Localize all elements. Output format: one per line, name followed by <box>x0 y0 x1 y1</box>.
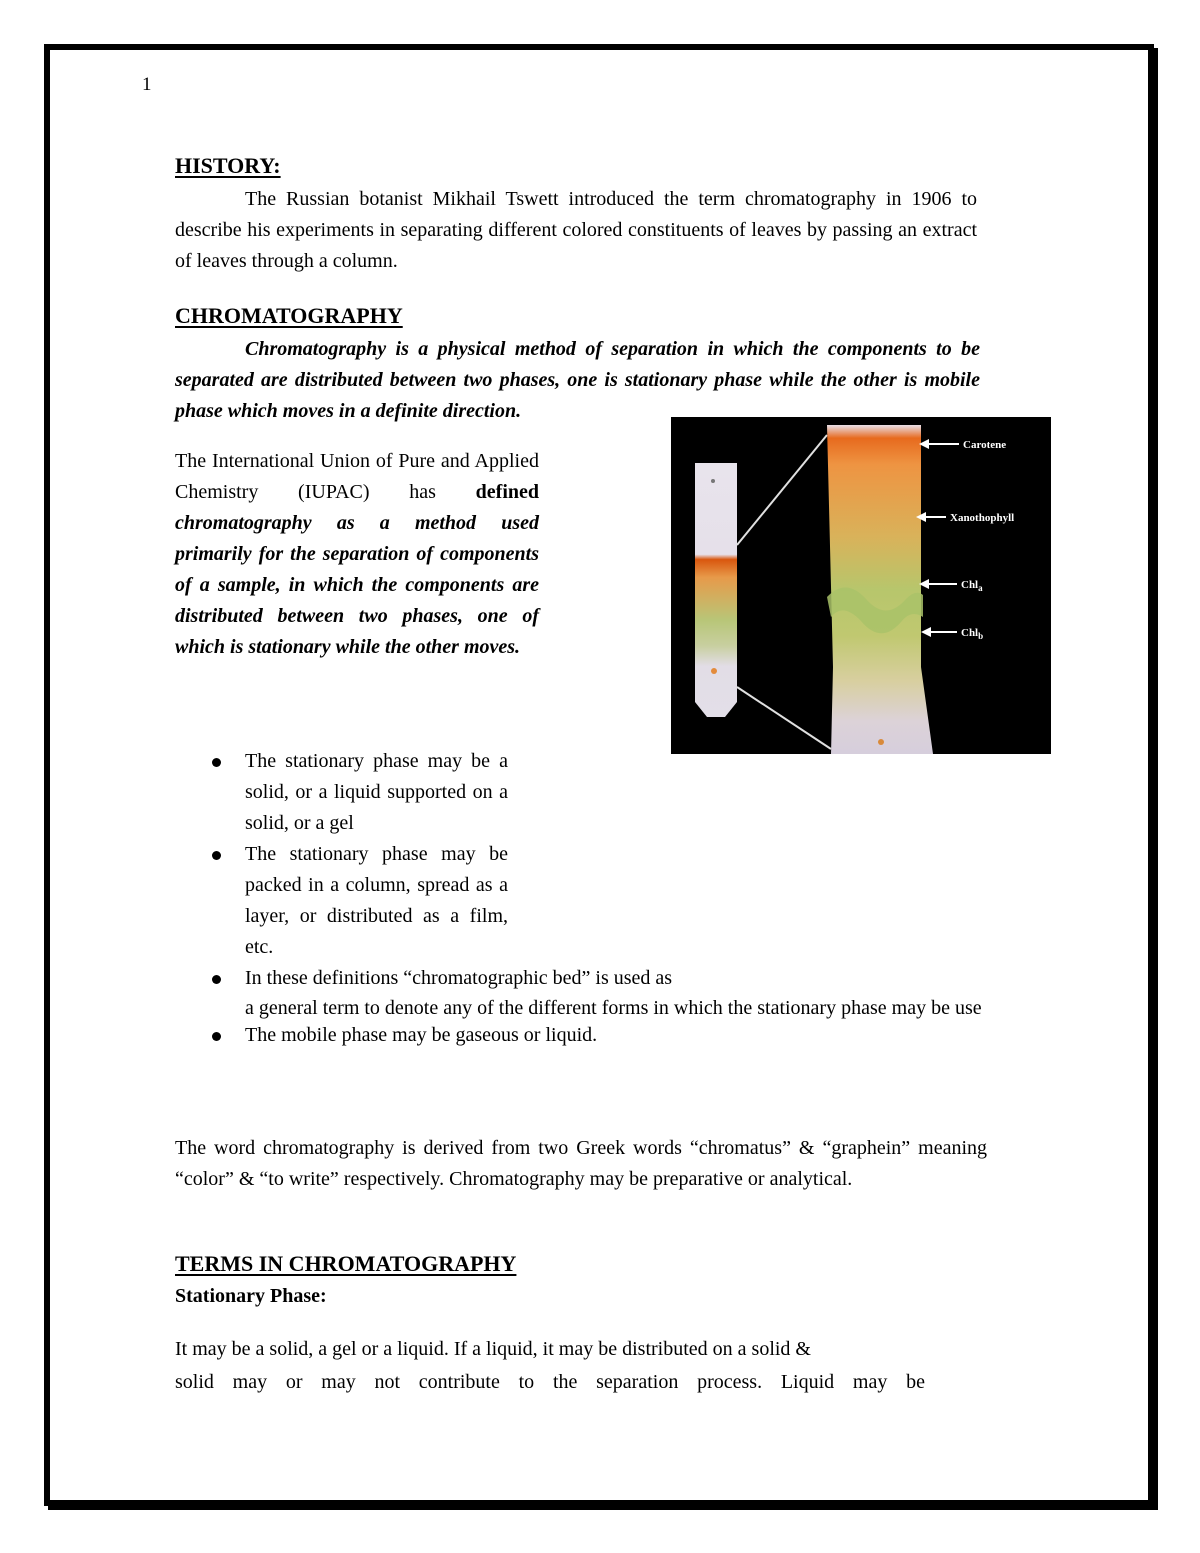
iupac-bold-text: defined <box>475 481 540 503</box>
chromatography-definition: Chromatography is a physical method of separation in which the components to be separated are distributed between two phases, one is stationary phase while the other is mobile phase which moves in a definite direction. <box>175 338 980 422</box>
iupac-definition <box>175 446 539 663</box>
iupac-plain-text: The International Union of Pure and Applied Chemistry (IUPAC) has <box>175 450 539 503</box>
large-strip-spot <box>878 739 884 745</box>
label-xanthophyll: Xanothophyll <box>950 512 1015 524</box>
strip-spot <box>711 668 717 674</box>
small-strip <box>695 463 737 717</box>
stationary-phase-line-1: It may be a solid, a gel or a liquid. If a liquid, it may be distributed on a solid & <box>175 1338 811 1360</box>
list-item: The stationary phase may be a solid, or a liquid supported on a solid, or a gel <box>175 746 508 839</box>
list-item: The stationary phase may be packed in a column, spread as a layer, or distributed as a film, etc. <box>175 839 508 963</box>
chromatography-heading: CHROMATOGRAPHY <box>175 303 403 328</box>
page-number: 1 <box>142 74 152 95</box>
label-chl-b: Chl <box>961 627 979 639</box>
svg-text:Chla <box>961 579 983 593</box>
history-heading: HISTORY: <box>175 153 281 178</box>
label-chl-a-sub: a <box>978 583 983 593</box>
list-item: The mobile phase may be gaseous or liquid. <box>175 1020 1145 1051</box>
stationary-phase-heading: Stationary Phase: <box>175 1285 327 1307</box>
list-item: In these definitions “chromatographic bed” is used as a general term to denote any of the different forms in which the stationary phase may be use <box>175 963 1145 1020</box>
iupac-bold-italic-text: chromatography as a method used primarily for the separation of components of a sample, in which the components are distributed between two phases, one of which is stationary while the other moves. <box>175 512 539 658</box>
label-carotene: Carotene <box>963 439 1007 451</box>
history-paragraph: The Russian botanist Mikhail Tswett introduced the term chromatography in 1906 to describe his experiments in separating different colored constituents of leaves by passing an extract of leaves through a column. <box>175 188 977 272</box>
stationary-phase-line-2: solid may or may not contribute to the separation process. Liquid may be <box>175 1371 925 1393</box>
strip-origin-mark <box>711 479 715 483</box>
stationary-phase-list <box>175 746 1145 1051</box>
terms-heading: TERMS IN CHROMATOGRAPHY <box>175 1251 517 1276</box>
label-chl-b-sub: b <box>978 631 984 641</box>
chromatogram-figure <box>671 417 1051 754</box>
svg-text:Chlb <box>961 627 983 641</box>
label-chl-a: Chl <box>961 579 979 591</box>
zoom-line-bottom <box>737 687 831 749</box>
zoom-line-top <box>737 435 827 545</box>
chromatogram-image <box>671 417 1051 754</box>
etymology-paragraph: The word chromatography is derived from two Greek words “chromatus” & “graphein” meaning “color” & “to write” respectively. Chromatography may be preparative or analytical. <box>175 1137 987 1190</box>
